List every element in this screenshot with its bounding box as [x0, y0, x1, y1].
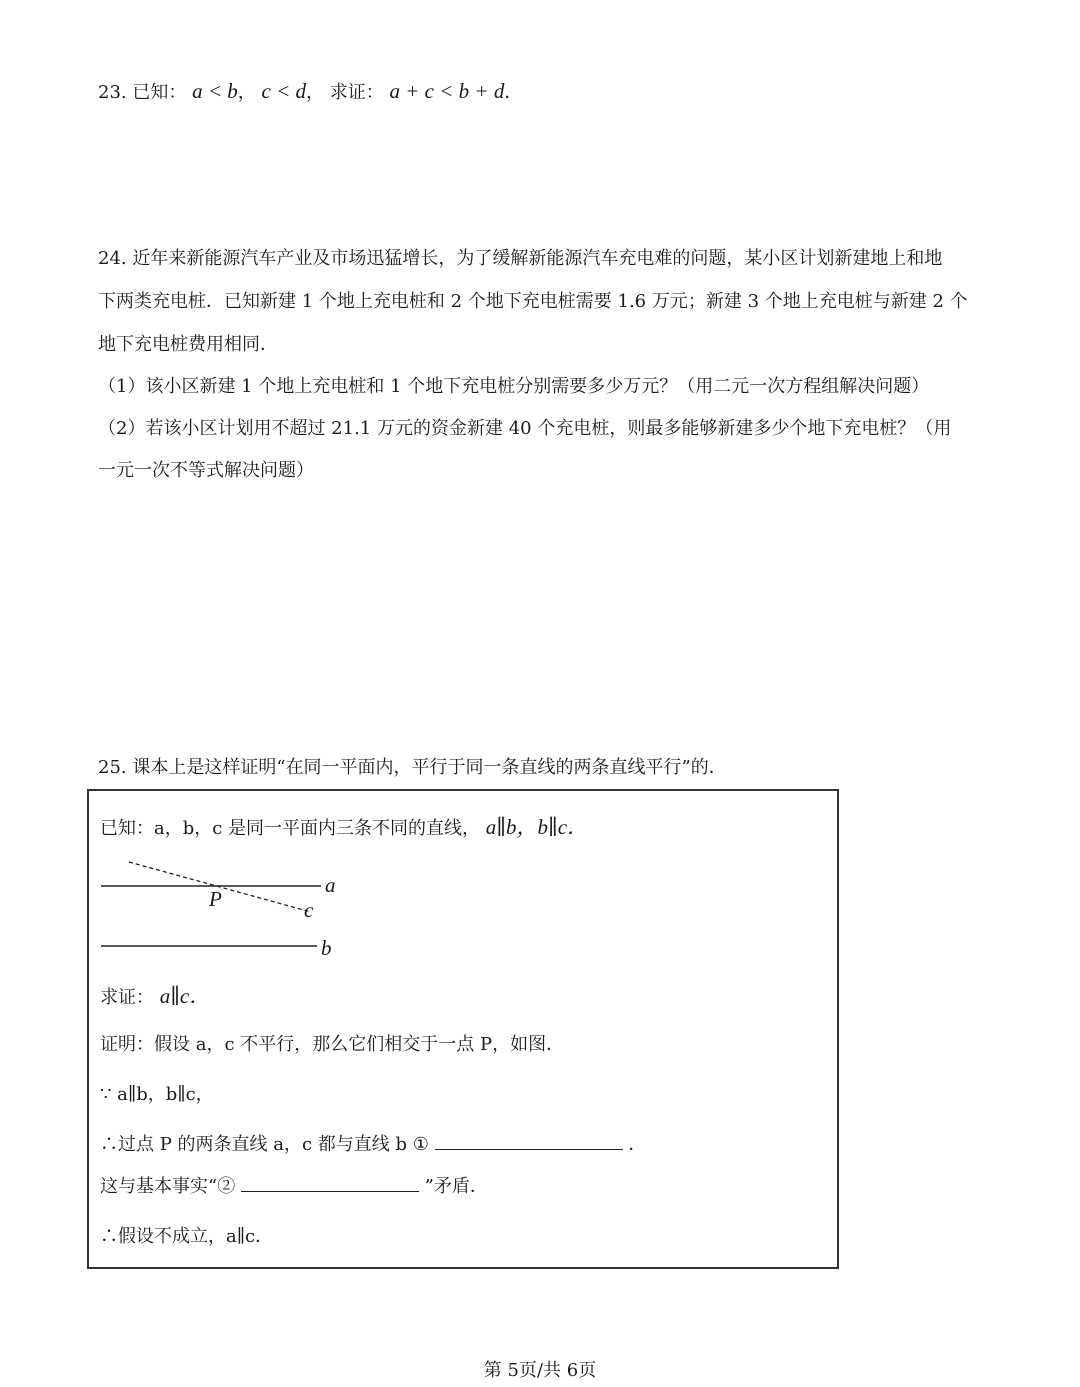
- label-c: c: [304, 898, 314, 922]
- q25-contradiction-prefix: 这与基本事实“②: [100, 1176, 236, 1197]
- q23-known-label: 已知：: [132, 82, 187, 103]
- label-b: b: [321, 936, 332, 960]
- label-a: a: [325, 873, 336, 897]
- q24-line1: 24. 近年来新能源汽车产业及市场迅猛增长，为了缓解新能源汽车充电难的问题，某小区计划新建地上和地: [98, 248, 943, 269]
- q25-figure: [99, 857, 359, 967]
- q24-line3: 地下充电桩费用相同．: [98, 334, 278, 355]
- q24-part2-line1: （2）若该小区计划用不超过 21.1 万元的资金新建 40 个充电桩，则最多能够新建多少个地下充电桩？（用: [98, 418, 952, 439]
- q25-therefore-suffix: ．: [628, 1134, 647, 1155]
- q23-cond1: a < b: [192, 79, 238, 103]
- answer-blank-1[interactable]: [435, 1131, 623, 1150]
- q25-given-math: a∥b，b∥c．: [485, 815, 589, 839]
- q23-goal: a + c < b + d: [389, 79, 505, 103]
- q24-part1: （1）该小区新建 1 个地上充电桩和 1 个地下充电桩分别需要多少万元？（用二元一次方程组解决问题）: [98, 376, 930, 397]
- q23-line: 23. 已知： a < b， c < d， 求证： a + c < b + d．: [98, 79, 523, 103]
- answer-blank-2[interactable]: [241, 1173, 419, 1192]
- q25-contradiction-suffix: ”矛盾．: [424, 1176, 488, 1197]
- q23-number: 23.: [98, 82, 127, 103]
- q25-therefore-line: [100, 1131, 646, 1159]
- q25-prove-text: 求证：: [100, 987, 154, 1008]
- q25-since-line: ∵ a∥b，b∥c，: [100, 1084, 214, 1105]
- q25-proof-box: [87, 789, 839, 1269]
- q25-conclusion: ∴假设不成立，a∥c．: [100, 1226, 274, 1247]
- page-number: 第 5页/共 6页: [483, 1360, 597, 1381]
- q23-prove-label: 求证：: [329, 82, 384, 103]
- q25-intro: 25. 课本上是这样证明“在同一平面内，平行于同一条直线的两条直线平行”的．: [98, 757, 727, 778]
- q25-given-text: 已知：a，b，c 是同一平面内三条不同的直线，: [100, 818, 481, 839]
- q24-line2: 下两类充电桩．已知新建 1 个地上充电桩和 2 个地下充电桩需要 1.6 万元；新建 3 个地上充电桩与新建 2 个: [98, 291, 968, 312]
- q24-part2-line2: 一元一次不等式解决问题）: [98, 460, 314, 481]
- q25-therefore-prefix: ∴过点 P 的两条直线 a，c 都与直线 b ①: [100, 1134, 429, 1155]
- label-p: P: [209, 887, 222, 911]
- q25-proof-line: 证明：假设 a，c 不平行，那么它们相交于一点 P，如图．: [100, 1034, 565, 1055]
- q25-prove-math: a∥c．: [159, 984, 211, 1008]
- q25-contradiction-line: [100, 1173, 488, 1201]
- q23-cond2: c < d: [261, 79, 307, 103]
- q25-given: [100, 813, 588, 843]
- q25-prove: [100, 982, 210, 1012]
